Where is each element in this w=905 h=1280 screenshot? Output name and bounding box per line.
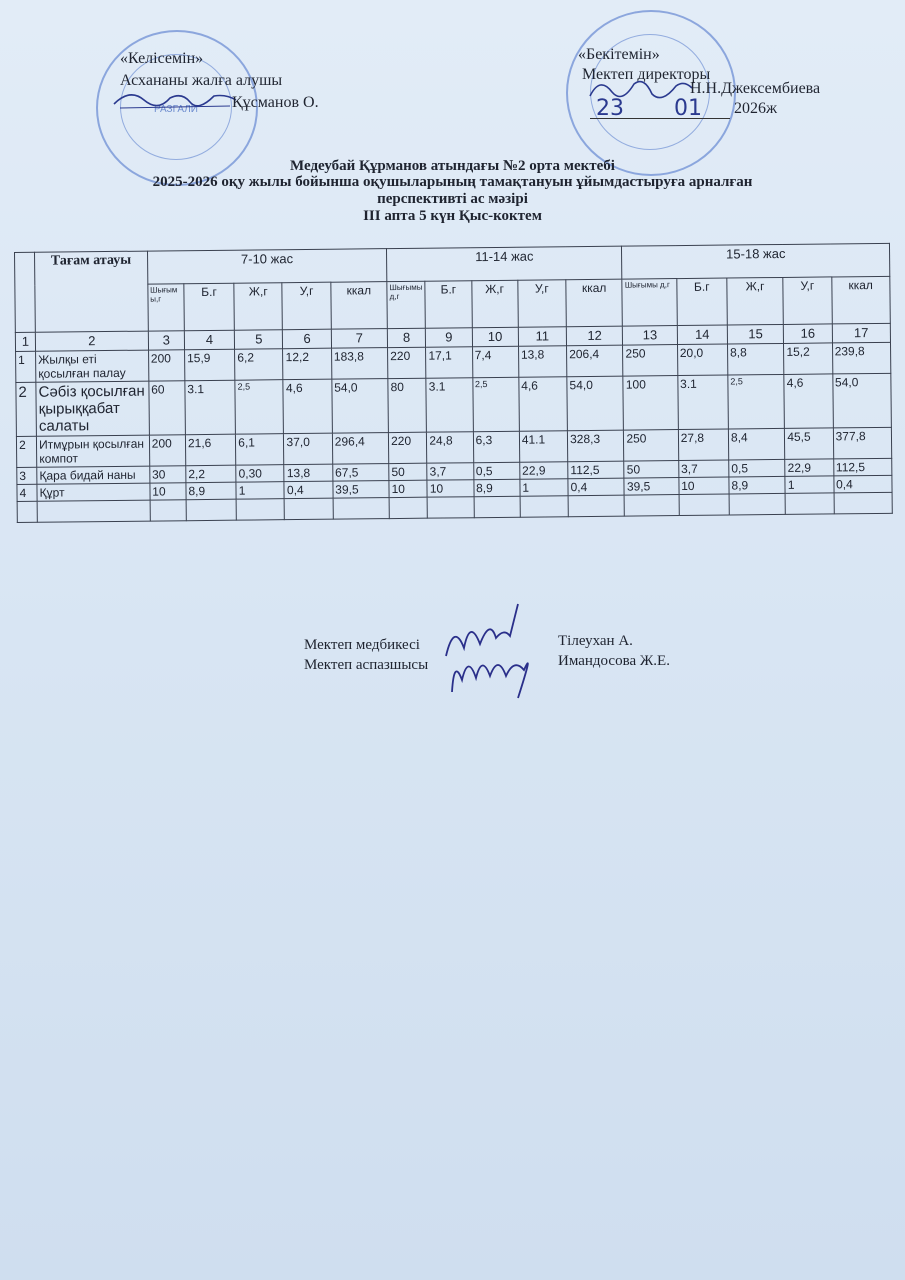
row-number: 2 [16, 382, 37, 436]
nutrition-value-cell: 50 [389, 463, 427, 480]
subheader-cell: Ж,г [234, 283, 283, 331]
column-number: 4 [184, 330, 234, 350]
column-number: 16 [784, 324, 832, 344]
approval-date-month: 01 [674, 96, 702, 121]
empty-cell [389, 497, 427, 518]
nutrition-value-cell: 239,8 [832, 342, 891, 374]
column-number: 2 [35, 331, 148, 351]
subheader-cell: Б.г [425, 281, 472, 328]
column-number: 15 [727, 324, 784, 344]
title-line-1: Медеубай Құрманов атындағы №2 орта мектебі [290, 158, 615, 174]
empty-cell [679, 494, 729, 516]
nutrition-value-cell: 200 [149, 435, 186, 466]
nutrition-value-cell: 10 [389, 480, 427, 497]
empty-cell [333, 498, 390, 520]
nutrition-value-cell: 54,0 [832, 373, 891, 428]
title-line-2: 2025-2026 оқу жылы бойынша оқушыларының тамақтануын ұйымдастыруға арналған [152, 174, 753, 190]
row-number: 2 [16, 436, 36, 467]
empty-cell [474, 496, 520, 517]
nutrition-value-cell: 54,0 [332, 379, 389, 434]
nutrition-value-cell: 10 [679, 477, 729, 495]
nutrition-value-cell: 0,4 [284, 481, 332, 499]
nutrition-value-cell: 0,5 [729, 459, 785, 477]
nutrition-value-cell: 100 [623, 376, 678, 431]
approval-date-line [590, 118, 730, 119]
nutrition-value-cell: 4,6 [519, 377, 568, 432]
empty-cell [186, 499, 236, 521]
dish-name: Құрт [37, 483, 150, 501]
nutrition-value-cell: 20,0 [677, 344, 728, 376]
left-signature [110, 84, 240, 116]
age-group-header: 15-18 жас [622, 243, 890, 279]
subheader-cell: Шығым ы,г [148, 284, 185, 331]
nutrition-value-cell: 22,9 [785, 459, 833, 477]
nutrition-value-cell: 0,4 [568, 478, 625, 496]
nutrition-value-cell: 2,5 [472, 377, 519, 431]
nutrition-value-cell: 12,2 [283, 348, 332, 380]
empty-cell [520, 496, 568, 518]
column-number: 8 [387, 328, 425, 347]
nutrition-value-cell: 21,6 [185, 434, 236, 466]
nutrition-value-cell: 15,9 [184, 349, 235, 381]
dish-name: Жылқы еті қосылған палау [36, 350, 149, 382]
nutrition-value-cell: 6,1 [236, 434, 285, 466]
nutrition-value-cell: 60 [149, 381, 186, 435]
dish-name: Сәбіз қосылған қырыққабат салаты [36, 381, 149, 436]
column-number: 17 [832, 323, 891, 343]
nutrition-value-cell: 4,6 [784, 374, 833, 429]
nutrition-value-cell: 39,5 [624, 478, 678, 496]
nutrition-value-cell: 1 [520, 479, 568, 497]
dish-rows [16, 342, 893, 501]
subheader-cell: У,г [282, 282, 331, 330]
nutrition-value-cell: 220 [388, 347, 427, 378]
staff-signatures [440, 598, 560, 708]
empty-cell [729, 493, 786, 515]
nutrition-value-cell: 4,6 [283, 379, 332, 434]
nutrition-value-cell: 8,4 [728, 428, 785, 460]
nutrition-value-cell: 206,4 [567, 345, 624, 377]
nurse-name: Тілеухан А. [558, 633, 633, 649]
cook-role: Мектеп аспазшысы [304, 657, 429, 673]
nutrition-value-cell: 3,7 [427, 463, 473, 480]
approval-year: 2026ж [734, 100, 778, 117]
nutrition-value-cell: 377,8 [833, 427, 892, 459]
table-corner-cell [15, 252, 36, 332]
approval-right-label: «Бекітемін» [578, 46, 660, 63]
nutrition-value-cell: 13,8 [284, 464, 332, 482]
column-number: 14 [677, 325, 727, 345]
nutrition-value-cell: 6,2 [235, 349, 284, 381]
subheader-cell: Шығымы д,г [387, 281, 426, 328]
nutrition-value-cell: 183,8 [331, 348, 388, 380]
column-number: 1 [15, 332, 35, 351]
empty-cell [427, 497, 473, 518]
nutrition-value-cell: 3.1 [426, 378, 473, 432]
column-number: 10 [472, 327, 518, 346]
left-seal-text: РАЗГАЛИ [154, 104, 198, 115]
approval-date-day: 23 [596, 96, 624, 121]
subheader-cell: ккал [566, 279, 623, 327]
row-number: 1 [16, 351, 36, 382]
nutrition-value-cell: 3.1 [185, 380, 236, 435]
nutrition-value-cell: 6,3 [473, 431, 520, 462]
nutrition-value-cell: 0,4 [833, 475, 892, 493]
menu-table [14, 243, 893, 523]
nutrition-value-cell: 328,3 [567, 430, 624, 462]
column-number: 7 [331, 329, 388, 349]
approval-left-label: «Келісемін» [120, 50, 204, 67]
nutrition-value-cell: 22,9 [520, 462, 568, 480]
nutrition-value-cell: 8,9 [186, 482, 236, 500]
nutrition-value-cell: 3.1 [678, 375, 729, 430]
subheader-cell: Б.г [184, 283, 235, 331]
column-number: 13 [623, 326, 677, 346]
empty-cell [625, 495, 680, 517]
subheader-cell: Ж,г [471, 280, 518, 327]
title-line-3: перспективті ас мәзірі [377, 191, 528, 207]
dish-name: Қара бидай наны [37, 466, 150, 484]
nutrition-value-cell: 30 [149, 466, 185, 483]
empty-cell [568, 495, 625, 517]
column-number: 6 [283, 329, 331, 349]
nutrition-value-cell: 2,5 [728, 374, 785, 429]
column-number: 11 [518, 327, 566, 347]
subheader-cell: Шығымы д,г [622, 279, 677, 327]
nutrition-value-cell: 39,5 [333, 481, 390, 499]
nutrition-value-cell: 7,4 [472, 346, 519, 377]
nutrition-value-cell: 80 [388, 378, 427, 432]
empty-cell [785, 493, 833, 515]
dish-name: Итмұрын қосылған компот [37, 435, 150, 467]
nutrition-value-cell: 8,9 [473, 479, 519, 496]
column-number: 3 [148, 331, 184, 350]
nutrition-value-cell: 37,0 [284, 433, 333, 465]
column-number: 5 [235, 330, 283, 350]
approval-left-position: Асхананы жалға алушы [120, 72, 283, 89]
nutrition-value-cell: 112,5 [833, 458, 892, 476]
subheader-cell: У,г [783, 277, 832, 325]
nutrition-value-cell: 112,5 [568, 461, 625, 479]
nutrition-value-cell: 1 [785, 476, 833, 494]
nutrition-value-cell: 15,2 [784, 343, 833, 375]
nutrition-value-cell: 250 [623, 345, 678, 377]
subheader-cell: ккал [331, 282, 388, 330]
approval-right-position: Мектеп директоры [582, 66, 711, 83]
nurse-role: Мектеп медбикесі [304, 637, 420, 653]
row-number: 3 [17, 467, 37, 484]
nutrition-value-cell: 67,5 [332, 464, 389, 482]
age-group-header: 11-14 жас [387, 246, 623, 281]
nutrition-value-cell: 8,8 [728, 343, 785, 375]
nutrition-value-cell: 200 [148, 350, 185, 381]
subheader-cell: У,г [518, 280, 567, 328]
nutrition-value-cell: 3,7 [678, 460, 728, 478]
table-row [16, 373, 892, 436]
row-number: 4 [17, 484, 37, 501]
column-number: 12 [566, 326, 623, 346]
age-group-header: 7-10 жас [147, 249, 387, 285]
subheader-cell: Ж,г [727, 277, 784, 325]
dish-name-header: Тағам атауы [35, 251, 148, 332]
nutrition-value-cell: 41.1 [519, 431, 568, 463]
nutrition-value-cell: 2,2 [186, 465, 236, 483]
nutrition-value-cell: 1 [236, 482, 284, 500]
empty-cell [17, 501, 37, 522]
nutrition-value-cell: 8,9 [729, 476, 785, 494]
approval-left-name: Құсманов О. [232, 94, 319, 111]
subheader-cell: ккал [831, 276, 890, 324]
empty-cell [150, 500, 186, 521]
nutrition-value-cell: 0,5 [473, 462, 519, 479]
nutrition-value-cell: 220 [389, 432, 428, 463]
subheader-cell: Б.г [677, 278, 728, 326]
nutrition-value-cell: 0,30 [236, 465, 284, 483]
empty-cell [834, 492, 893, 514]
empty-cell [236, 499, 284, 521]
nutrition-value-cell: 54,0 [567, 376, 624, 431]
nutrition-value-cell: 27,8 [678, 429, 729, 461]
approval-right-name: Н.Н.Джексембиева [690, 80, 821, 97]
nutrition-value-cell: 2,5 [235, 380, 284, 435]
nutrition-value-cell: 50 [624, 461, 678, 479]
empty-cell [37, 500, 150, 522]
nutrition-value-cell: 296,4 [332, 433, 389, 465]
nutrition-value-cell: 13,8 [518, 346, 567, 378]
nutrition-value-cell: 250 [624, 430, 679, 462]
nutrition-value-cell: 24,8 [427, 432, 474, 463]
nutrition-value-cell: 17,1 [426, 347, 473, 378]
nutrition-value-cell: 45,5 [785, 428, 834, 460]
nutrition-value-cell: 10 [427, 480, 473, 497]
nutrition-value-cell: 10 [150, 483, 186, 500]
title-line-4: ІІІ апта 5 күн Қыс-коктем [363, 208, 542, 224]
column-number: 9 [426, 328, 472, 347]
cook-name: Имандосова Ж.Е. [558, 653, 670, 669]
empty-cell [285, 498, 333, 520]
